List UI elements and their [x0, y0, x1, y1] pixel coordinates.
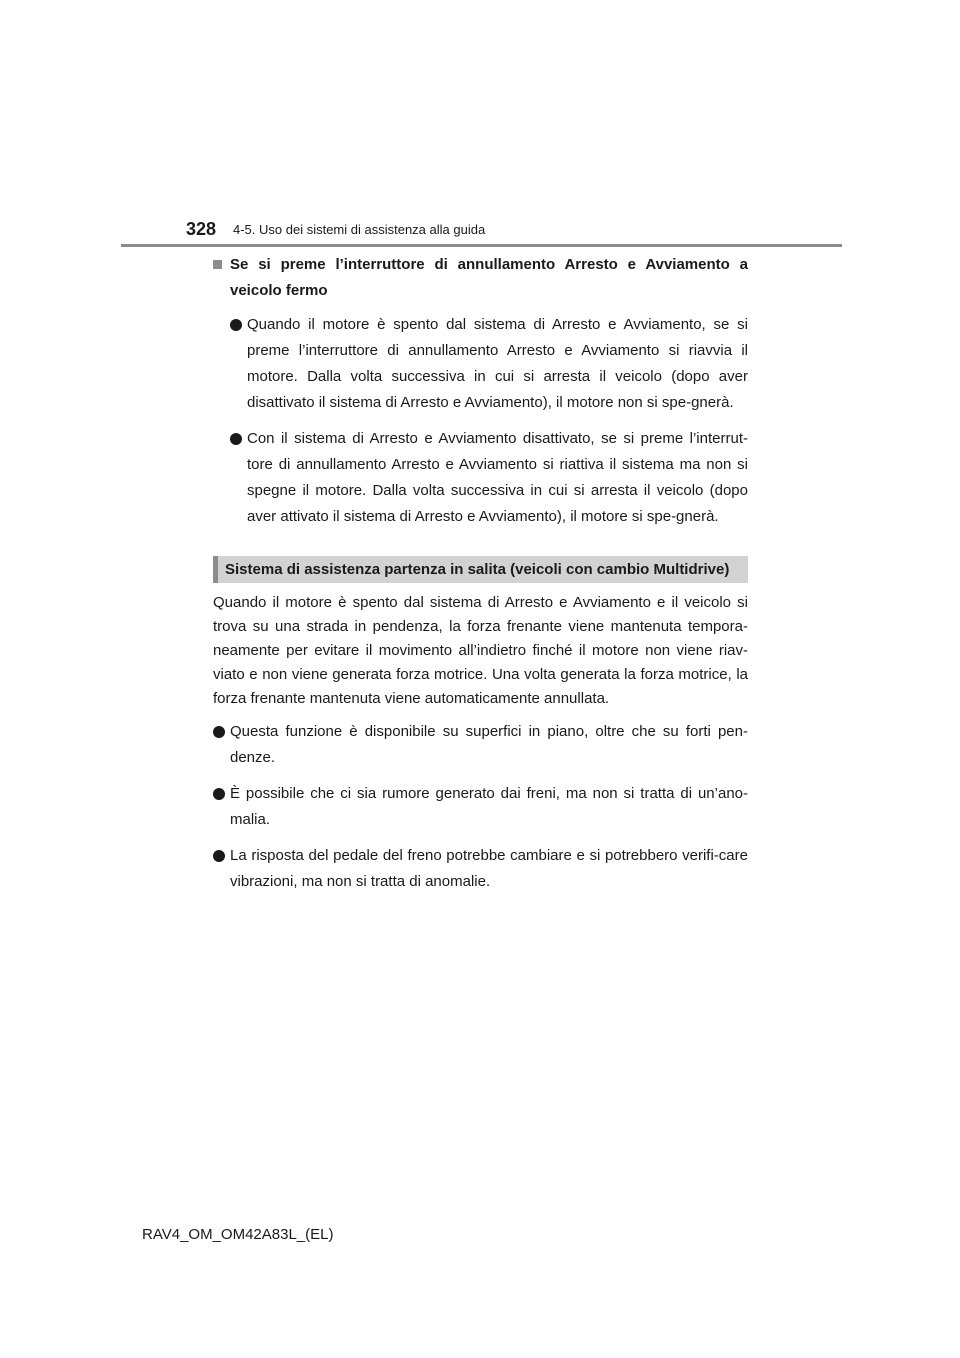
- subsection-heading: [213, 252, 748, 304]
- list-item: [213, 719, 748, 771]
- list-item: [213, 843, 748, 895]
- list-item-text: La risposta del pedale del freno potrebbe cambiare e si potrebbero verifi-care vibrazioni, ma non si tratta di anomalie.: [230, 847, 748, 890]
- bullet-dot-icon: [230, 312, 245, 416]
- list-item-text: Con il sistema di Arresto e Avviamento disattivato, se si preme l’interrut-tore di annullamento Arresto e Avviamento si riattiva il sistema ma non si spegne il motore. Dalla volta successiva in cui si arresta il veicolo (dopo aver attivato il sistema di Arresto e Avviamento), il motore si spe-gnerà.: [247, 430, 748, 525]
- page-content: [213, 252, 748, 895]
- section-heading-text: Sistema di assistenza partenza in salita (veicoli con cambio Multidrive): [225, 561, 730, 578]
- body-paragraph: Quando il motore è spento dal sistema di Arresto e Avviamento e il veicolo si trova su una strada in pendenza, la forza frenante viene mantenuta tempora-neamente per evitare il movimento all’indietro finché il motore non viene riav-viato e non viene generata forza motrice. Una volta generata la forza motrice, la forza frenante mantenuta viene automaticamente annullata.: [213, 594, 748, 707]
- bullet-dot-icon: [213, 781, 228, 833]
- square-bullet-icon: [213, 252, 228, 304]
- list-item-text: Questa funzione è disponibile su superfici in piano, oltre che su forti pen-denze.: [230, 723, 748, 766]
- section-heading: [213, 556, 748, 583]
- list-item-text: È possibile che ci sia rumore generato dai freni, ma non si tratta di un’ano-malia.: [230, 785, 748, 828]
- section-heading-bar: [213, 556, 218, 583]
- subsection-heading-text: Se si preme l’interruttore di annullamento Arresto e Avviamento a veicolo fermo: [230, 256, 748, 299]
- bullet-dot-icon: [213, 843, 228, 895]
- footer-document-code: RAV4_OM_OM42A83L_(EL): [142, 1226, 334, 1243]
- list-item: [230, 426, 748, 530]
- bullet-dot-icon: [230, 426, 245, 530]
- header-section-title: 4-5. Uso dei sistemi di assistenza alla guida: [233, 222, 486, 237]
- header-rule: [121, 244, 842, 247]
- list-item: [230, 312, 748, 416]
- page-number: 328: [186, 219, 217, 239]
- list-item: [213, 781, 748, 833]
- bullet-dot-icon: [213, 719, 228, 771]
- list-item-text: Quando il motore è spento dal sistema di Arresto e Avviamento, se si preme l’interruttore di annullamento Arresto e Avviamento si riavvia il motore. Dalla volta successiva in cui si arresta il veicolo (dopo aver disattivato il sistema di Arresto e Avviamento), il motore non si spe-gnerà.: [247, 316, 748, 411]
